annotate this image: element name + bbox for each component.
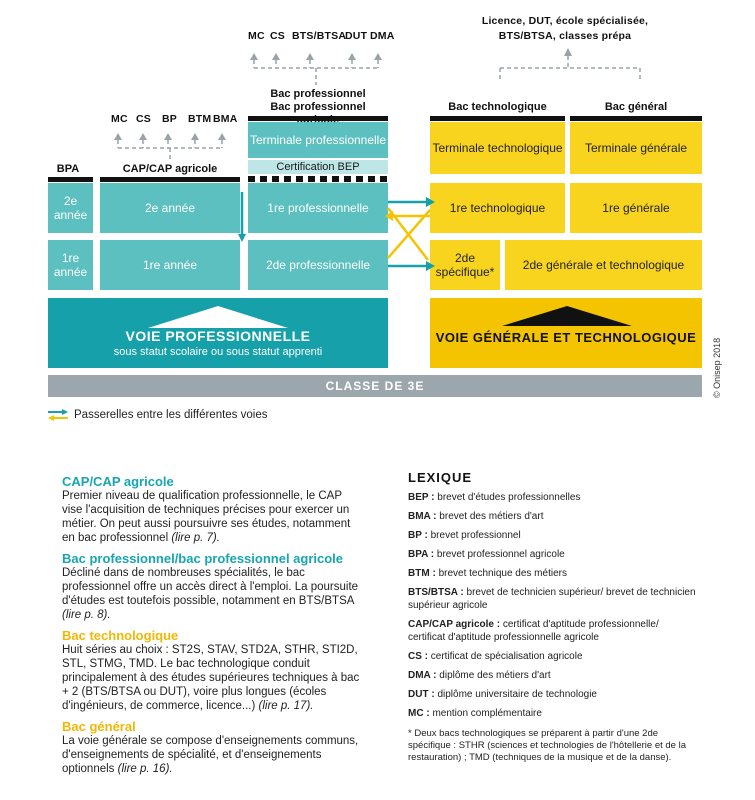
header-bacgen: Bac général — [604, 101, 668, 113]
lexique-abbr: MC : — [408, 708, 430, 719]
passerelles-arrows — [230, 180, 440, 290]
lexique-item — [408, 650, 698, 663]
cap-year-1: 1re année — [100, 240, 240, 290]
bpa-year-1: 1re année — [48, 240, 93, 290]
copyright: © Onisep 2018 — [712, 337, 722, 398]
legend-label: Passerelles entre les différentes voies — [74, 409, 268, 421]
lexique-abbr: BPA : — [408, 549, 435, 560]
lexique-def: diplôme des métiers d'art — [439, 670, 551, 681]
classe-de-3e: CLASSE DE 3E — [48, 375, 702, 397]
bacgen-terminale: Terminale générale — [570, 122, 702, 174]
header-bactech: Bac technologique — [448, 101, 547, 113]
desc-bacpro-title: Bac professionnel/bac professionnel agricole — [62, 551, 344, 566]
voie-pro-title: VOIE PROFESSIONNELLE — [125, 328, 311, 344]
lexique-abbr: CAP/CAP agricole : — [408, 619, 501, 630]
cap-year-2: 2e année — [100, 183, 240, 233]
desc-cap-text: Premier niveau de qualification professionnelle, le CAP vise l'acquisition de techniques précises pour exercer un métier. On peut aussi poursuivre ses études, notamment en bac professionnel (lire p. 7). — [62, 490, 351, 544]
lexique-def: brevet d'études professionnelles — [437, 492, 581, 503]
desc-cap — [62, 474, 362, 545]
bacpro-option-mc: MC — [248, 30, 265, 42]
lexique-footnote: * Deux bacs technologiques se préparent à partir d'une 2de spécifique : STHR (sciences et technologies de l'hôtellerie et de la restauration) ; TMD (techniques de la musique et de la danse). — [408, 728, 686, 763]
cap-option-bma: BMA — [213, 113, 238, 125]
lexique-item — [408, 586, 698, 612]
lexique-abbr: BTS/BTSA : — [408, 587, 464, 598]
header-cap: CAP/CAP agricole — [122, 163, 218, 175]
bacpro-option-bts: BTS/BTSA — [292, 30, 347, 42]
2de-specifique: 2de spécifique* — [430, 240, 500, 290]
lexique-def: mention complémentaire — [432, 708, 542, 719]
voie-pro-subtitle: sous statut scolaire ou sous statut apprenti — [113, 346, 323, 358]
cap-option-mc: MC — [111, 113, 128, 125]
lexique-item — [408, 529, 698, 542]
lexique-def: brevet professionnel agricole — [436, 549, 565, 560]
lexique-def: certificat de spécialisation agricole — [430, 651, 583, 662]
bac-gt-options: Licence, DUT, école spécialisée, BTS/BTSA, classes prépa — [481, 15, 649, 42]
desc-bacgen-text: La voie générale se compose d'enseignements communs, d'enseignements de spécialité, et d'enseignements optionnels (lire p. 16). — [62, 735, 359, 775]
bpa-year-2: 2e année — [48, 183, 93, 233]
lexique-item — [408, 567, 698, 580]
lexique — [408, 470, 698, 764]
voie-professionnelle — [48, 298, 388, 368]
lexique-list — [408, 491, 698, 720]
voie-gt-title: VOIE GÉNÉRALE ET TECHNOLOGIQUE — [435, 330, 697, 345]
bactech-terminale: Terminale technologique — [430, 122, 565, 174]
bacpro-option-cs: CS — [270, 30, 285, 42]
desc-bacgen-title: Bac général — [62, 719, 136, 734]
lexique-def: brevet de technicien supérieur/ brevet de technicien supérieur agricole — [408, 587, 696, 611]
bactech-1re: 1re technologique — [430, 183, 565, 233]
bacpro-certification-bep: Certification BEP — [248, 160, 388, 174]
desc-bacpro-text: Décliné dans de nombreuses spécialités, le bac professionnel offre un accès direct à l'emploi. La poursuite d'études est toutefois possible, notamment en BTS/BTSA (lire p. 8). — [62, 567, 359, 621]
lexique-item — [408, 618, 698, 644]
desc-bactech-title: Bac technologique — [62, 628, 179, 643]
cap-option-cs: CS — [136, 113, 151, 125]
header-bar-bactech — [430, 116, 565, 121]
lexique-item — [408, 688, 698, 701]
voie-gt-triangle — [502, 304, 632, 326]
lexique-item — [408, 669, 698, 682]
desc-bactech — [62, 628, 362, 713]
lexique-abbr: DMA : — [408, 670, 437, 681]
header-bar-cap — [100, 177, 240, 182]
lexique-abbr: BP : — [408, 530, 428, 541]
legend-arrow-icon — [48, 408, 70, 422]
lexique-item — [408, 510, 698, 523]
header-bar-bacgen — [570, 116, 702, 121]
cap-option-bp: BP — [162, 113, 177, 125]
lexique-abbr: BMA : — [408, 511, 437, 522]
header-bar-bacpro — [248, 116, 388, 121]
bacgen-1re: 1re générale — [570, 183, 702, 233]
desc-bacpro — [62, 551, 362, 622]
2de-generale-technologique: 2de générale et technologique — [505, 240, 702, 290]
header-bar-bpa — [48, 177, 93, 182]
lexique-def: certificat d'aptitude professionnelle/ certificat d'aptitude professionnelle agricole — [408, 619, 659, 643]
lexique-abbr: BTM : — [408, 568, 436, 579]
lexique-abbr: CS : — [408, 651, 428, 662]
lexique-title: LEXIQUE — [408, 470, 473, 485]
header-bpa: BPA — [56, 163, 80, 175]
bacpro-option-dut: DUT — [345, 30, 368, 42]
voie-generale-technologique — [430, 298, 702, 368]
lexique-def: brevet professionnel — [430, 530, 521, 541]
cap-option-btm: BTM — [188, 113, 212, 125]
desc-bactech-text: Huit séries au choix : ST2S, STAV, STD2A, STHR, STI2D, STL, STMG, TMD. Le bac technologique conduit principalement à des études supérieures techniques à bac + 2 (BTS/BTSA ou DUT), voire plus longues (écoles d'ingénieurs, de commerce, licence...) (lire p. 17). — [62, 644, 360, 712]
bacpro-option-dma: DMA — [370, 30, 395, 42]
lexique-item — [408, 548, 698, 561]
lexique-def: brevet des métiers d'art — [439, 511, 544, 522]
header-bacpro: Bac professionnel Bac professionnel — [270, 88, 366, 113]
lexique-item — [408, 491, 698, 504]
bacpro-terminale: Terminale professionnelle — [248, 122, 388, 158]
lexique-def: diplôme universitaire de technologie — [437, 689, 597, 700]
lexique-abbr: BEP : — [408, 492, 435, 503]
bacpro-2de: 2de professionnelle — [248, 240, 388, 290]
lexique-def: brevet technique des métiers — [438, 568, 567, 579]
voie-pro-triangle — [148, 304, 288, 328]
descriptions — [62, 474, 362, 776]
desc-bacgen — [62, 719, 362, 776]
lexique-abbr: DUT : — [408, 689, 435, 700]
desc-cap-title: CAP/CAP agricole — [62, 474, 174, 489]
lexique-item — [408, 707, 698, 720]
bacpro-1re: 1re professionnelle — [248, 183, 388, 233]
